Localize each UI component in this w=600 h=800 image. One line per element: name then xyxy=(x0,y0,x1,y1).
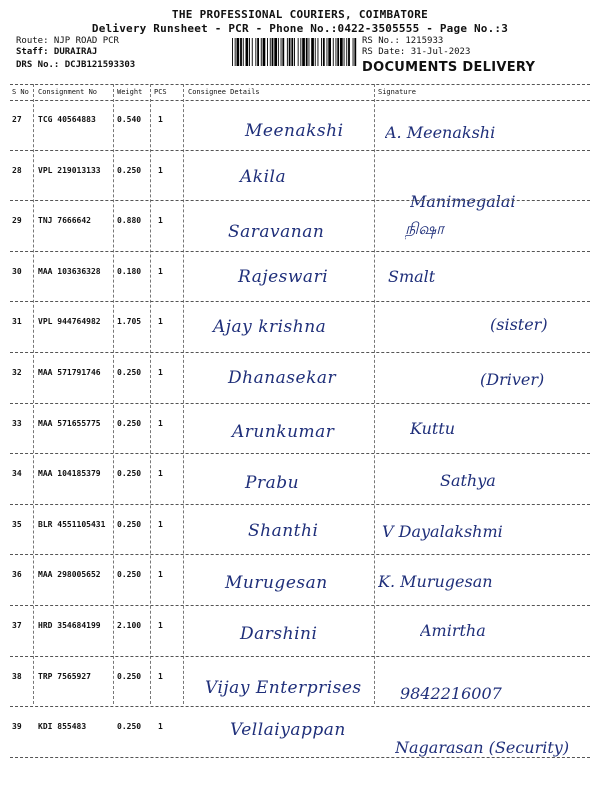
barcode-bar xyxy=(311,38,314,66)
row-weight: 0.250 xyxy=(117,368,142,377)
col-divider xyxy=(113,84,114,704)
barcode-bar xyxy=(321,38,322,66)
row-sno: 34 xyxy=(12,469,22,479)
row-divider xyxy=(10,453,590,454)
barcode-bar xyxy=(289,38,291,66)
row-signature: Manimegalai xyxy=(410,191,516,211)
barcode-bar xyxy=(336,38,337,66)
row-consignment-no: MAA 298005652 xyxy=(38,570,101,580)
col-signature: Signature xyxy=(378,88,416,96)
row-sno: 32 xyxy=(12,368,22,377)
barcode-bar xyxy=(337,38,339,66)
row-weight: 0.250 xyxy=(117,519,142,529)
row-pcs: 1 xyxy=(158,216,163,226)
row-consignment-no: HRD 354684199 xyxy=(38,621,101,630)
barcode-bar xyxy=(323,38,325,66)
barcode-bar xyxy=(255,38,256,66)
row-signature: Kuttu xyxy=(410,418,456,438)
barcode-bar xyxy=(306,38,308,66)
row-consignment-no: KDI 855483 xyxy=(38,722,87,732)
row-divider xyxy=(10,706,590,707)
row-weight: 0.250 xyxy=(117,165,142,175)
barcode-bar xyxy=(291,38,293,66)
row-weight: 2.100 xyxy=(117,621,142,630)
row-divider xyxy=(10,251,590,252)
row-divider xyxy=(10,352,590,353)
barcode-bar xyxy=(240,38,242,66)
row-sno: 36 xyxy=(12,570,22,580)
barcode-bar xyxy=(257,38,259,66)
row-divider xyxy=(10,150,590,151)
row-weight: 0.250 xyxy=(117,418,142,428)
row-pcs: 1 xyxy=(158,570,163,580)
row-weight: 1.705 xyxy=(117,317,142,327)
barcode-bar xyxy=(302,38,305,66)
row-consignment-no: MAA 104185379 xyxy=(38,469,101,479)
row-consignee-name: Ajay krishna xyxy=(213,317,327,338)
row-sno: 28 xyxy=(12,165,22,175)
row-pcs: 1 xyxy=(158,469,163,479)
row-signature: Nagarasan (Security) xyxy=(395,738,570,758)
row-divider xyxy=(10,504,590,505)
row-signature: (sister) xyxy=(490,315,548,335)
row-weight: 0.250 xyxy=(117,722,142,732)
company-title: THE PROFESSIONAL COURIERS, COIMBATORE xyxy=(171,8,429,21)
row-sno: 35 xyxy=(12,519,22,529)
row-consignment-no: VPL 944764982 xyxy=(38,317,101,327)
row-signature: நிஷா xyxy=(405,219,445,239)
row-consignee-name: Shanthi xyxy=(248,520,319,541)
top-divider xyxy=(10,84,590,85)
row-consignee-name: Vijay Enterprises xyxy=(205,677,362,698)
row-pcs: 1 xyxy=(158,368,163,377)
row-weight: 0.250 xyxy=(117,671,142,681)
col-divider xyxy=(150,84,151,704)
row-sno: 27 xyxy=(12,115,22,124)
barcode-bar xyxy=(354,38,356,66)
col-divider xyxy=(33,84,34,704)
row-weight: 0.880 xyxy=(117,216,142,226)
row-consignee-name: Darshini xyxy=(240,624,318,644)
barcode-bar xyxy=(281,38,282,66)
barcode-bar xyxy=(263,38,266,66)
rs-date-label: RS Date: 31-Jul-2023 xyxy=(362,47,471,57)
row-consignee-name: Arunkumar xyxy=(232,421,335,442)
row-pcs: 1 xyxy=(158,671,163,681)
row-weight: 0.250 xyxy=(117,570,142,580)
header-divider xyxy=(10,100,590,101)
row-pcs: 1 xyxy=(158,621,163,630)
row-consignee-name: Saravanan xyxy=(228,222,325,243)
row-consignee-name: Prabu xyxy=(245,473,300,494)
staff-label: Staff: DURAIRAJ xyxy=(16,47,98,57)
row-consignee-name: Rajeswari xyxy=(238,266,329,287)
barcode-bar xyxy=(246,38,249,66)
route-label: Route: NJP ROAD PCR xyxy=(16,36,119,46)
row-consignment-no: MAA 571655775 xyxy=(38,418,101,428)
row-sno: 38 xyxy=(12,671,22,681)
barcode-bar xyxy=(278,38,279,66)
row-divider xyxy=(10,301,590,302)
barcode-bar xyxy=(249,38,250,66)
row-consignment-no: TCG 40564883 xyxy=(38,115,96,124)
barcode-bar xyxy=(333,38,334,66)
row-sno: 29 xyxy=(12,216,22,226)
row-pcs: 1 xyxy=(158,317,163,327)
barcode-bar xyxy=(267,38,268,66)
barcode-bar xyxy=(252,38,253,66)
row-signature: Smalt xyxy=(388,266,436,286)
barcode-bar xyxy=(261,38,262,66)
row-signature: (Driver) xyxy=(480,370,545,389)
col-consignee: Consignee Details xyxy=(188,88,260,96)
runsheet-title: Delivery Runsheet - PCR - Phone No.:0422-3505555 - Page No.:3 xyxy=(91,22,509,35)
barcode-bar xyxy=(270,38,271,66)
barcode-bar xyxy=(353,38,354,66)
row-signature: K. Murugesan xyxy=(378,572,493,592)
row-consignee-name: Akila xyxy=(240,166,287,187)
barcode xyxy=(232,38,357,66)
barcode-bar xyxy=(287,38,288,66)
barcode-bar xyxy=(272,38,274,66)
row-sno: 31 xyxy=(12,317,22,327)
row-divider xyxy=(10,656,590,657)
row-signature: V Dayalakshmi xyxy=(382,521,503,541)
row-consignee-name: Vellaiyappan xyxy=(230,720,346,741)
barcode-bar xyxy=(309,38,310,66)
col-weight: Weight xyxy=(117,88,143,96)
row-consignment-no: VPL 219013133 xyxy=(38,165,101,175)
barcode-bar xyxy=(315,38,316,66)
row-divider xyxy=(10,554,590,555)
row-pcs: 1 xyxy=(158,519,163,529)
col-sno: S No xyxy=(12,88,29,96)
documents-delivery-stamp: DOCUMENTS DELIVERY xyxy=(362,60,536,75)
row-sno: 33 xyxy=(12,418,22,428)
drs-label: DRS No.: DCJB121593303 xyxy=(16,60,136,70)
row-consignee-name: Murugesan xyxy=(225,573,328,594)
row-weight: 0.540 xyxy=(117,115,142,124)
row-divider xyxy=(10,605,590,606)
row-divider xyxy=(10,757,590,758)
barcode-bar xyxy=(318,38,319,66)
barcode-bar xyxy=(232,38,233,66)
barcode-bar xyxy=(298,38,299,66)
row-consignment-no: TRP 7565927 xyxy=(38,671,91,681)
row-pcs: 1 xyxy=(158,722,163,732)
row-consignee-name: Dhanasekar xyxy=(228,368,337,388)
row-consignment-no: MAA 103636328 xyxy=(38,266,101,276)
row-divider xyxy=(10,200,590,201)
row-sno: 39 xyxy=(12,722,22,732)
row-divider xyxy=(10,403,590,404)
row-consignment-no: BLR 4551105431 xyxy=(38,519,106,529)
row-signature: 9842216007 xyxy=(400,683,502,703)
row-signature: Amirtha xyxy=(420,621,486,640)
row-sno: 30 xyxy=(12,266,22,276)
row-weight: 0.250 xyxy=(117,469,142,479)
rs-no-label: RS No.: 1215933 xyxy=(362,36,444,46)
col-consignment: Consignment No xyxy=(38,88,98,96)
col-divider xyxy=(183,84,184,704)
row-signature: Sathya xyxy=(440,471,496,491)
barcode-bar xyxy=(294,38,295,66)
barcode-bar xyxy=(327,38,328,66)
col-divider xyxy=(374,84,375,704)
row-consignment-no: MAA 571791746 xyxy=(38,368,101,377)
row-pcs: 1 xyxy=(158,115,163,124)
col-pcs: PCS xyxy=(154,88,167,96)
row-weight: 0.180 xyxy=(117,266,142,276)
barcode-bar xyxy=(282,38,284,66)
barcode-bar xyxy=(237,38,240,66)
barcode-bar xyxy=(235,38,236,66)
barcode-bar xyxy=(274,38,277,66)
row-sno: 37 xyxy=(12,621,22,630)
row-pcs: 1 xyxy=(158,418,163,428)
barcode-bar xyxy=(300,38,301,66)
row-pcs: 1 xyxy=(158,266,163,276)
row-signature: A. Meenakshi xyxy=(385,123,496,142)
row-pcs: 1 xyxy=(158,165,163,175)
barcode-bar xyxy=(328,38,331,66)
row-consignment-no: TNJ 7666642 xyxy=(38,216,91,226)
row-consignee-name: Meenakshi xyxy=(245,121,344,141)
barcode-bar xyxy=(344,38,345,66)
barcode-bar xyxy=(243,38,244,66)
barcode-bar xyxy=(348,38,350,66)
barcode-bar xyxy=(340,38,343,66)
barcode-bar xyxy=(346,38,347,66)
